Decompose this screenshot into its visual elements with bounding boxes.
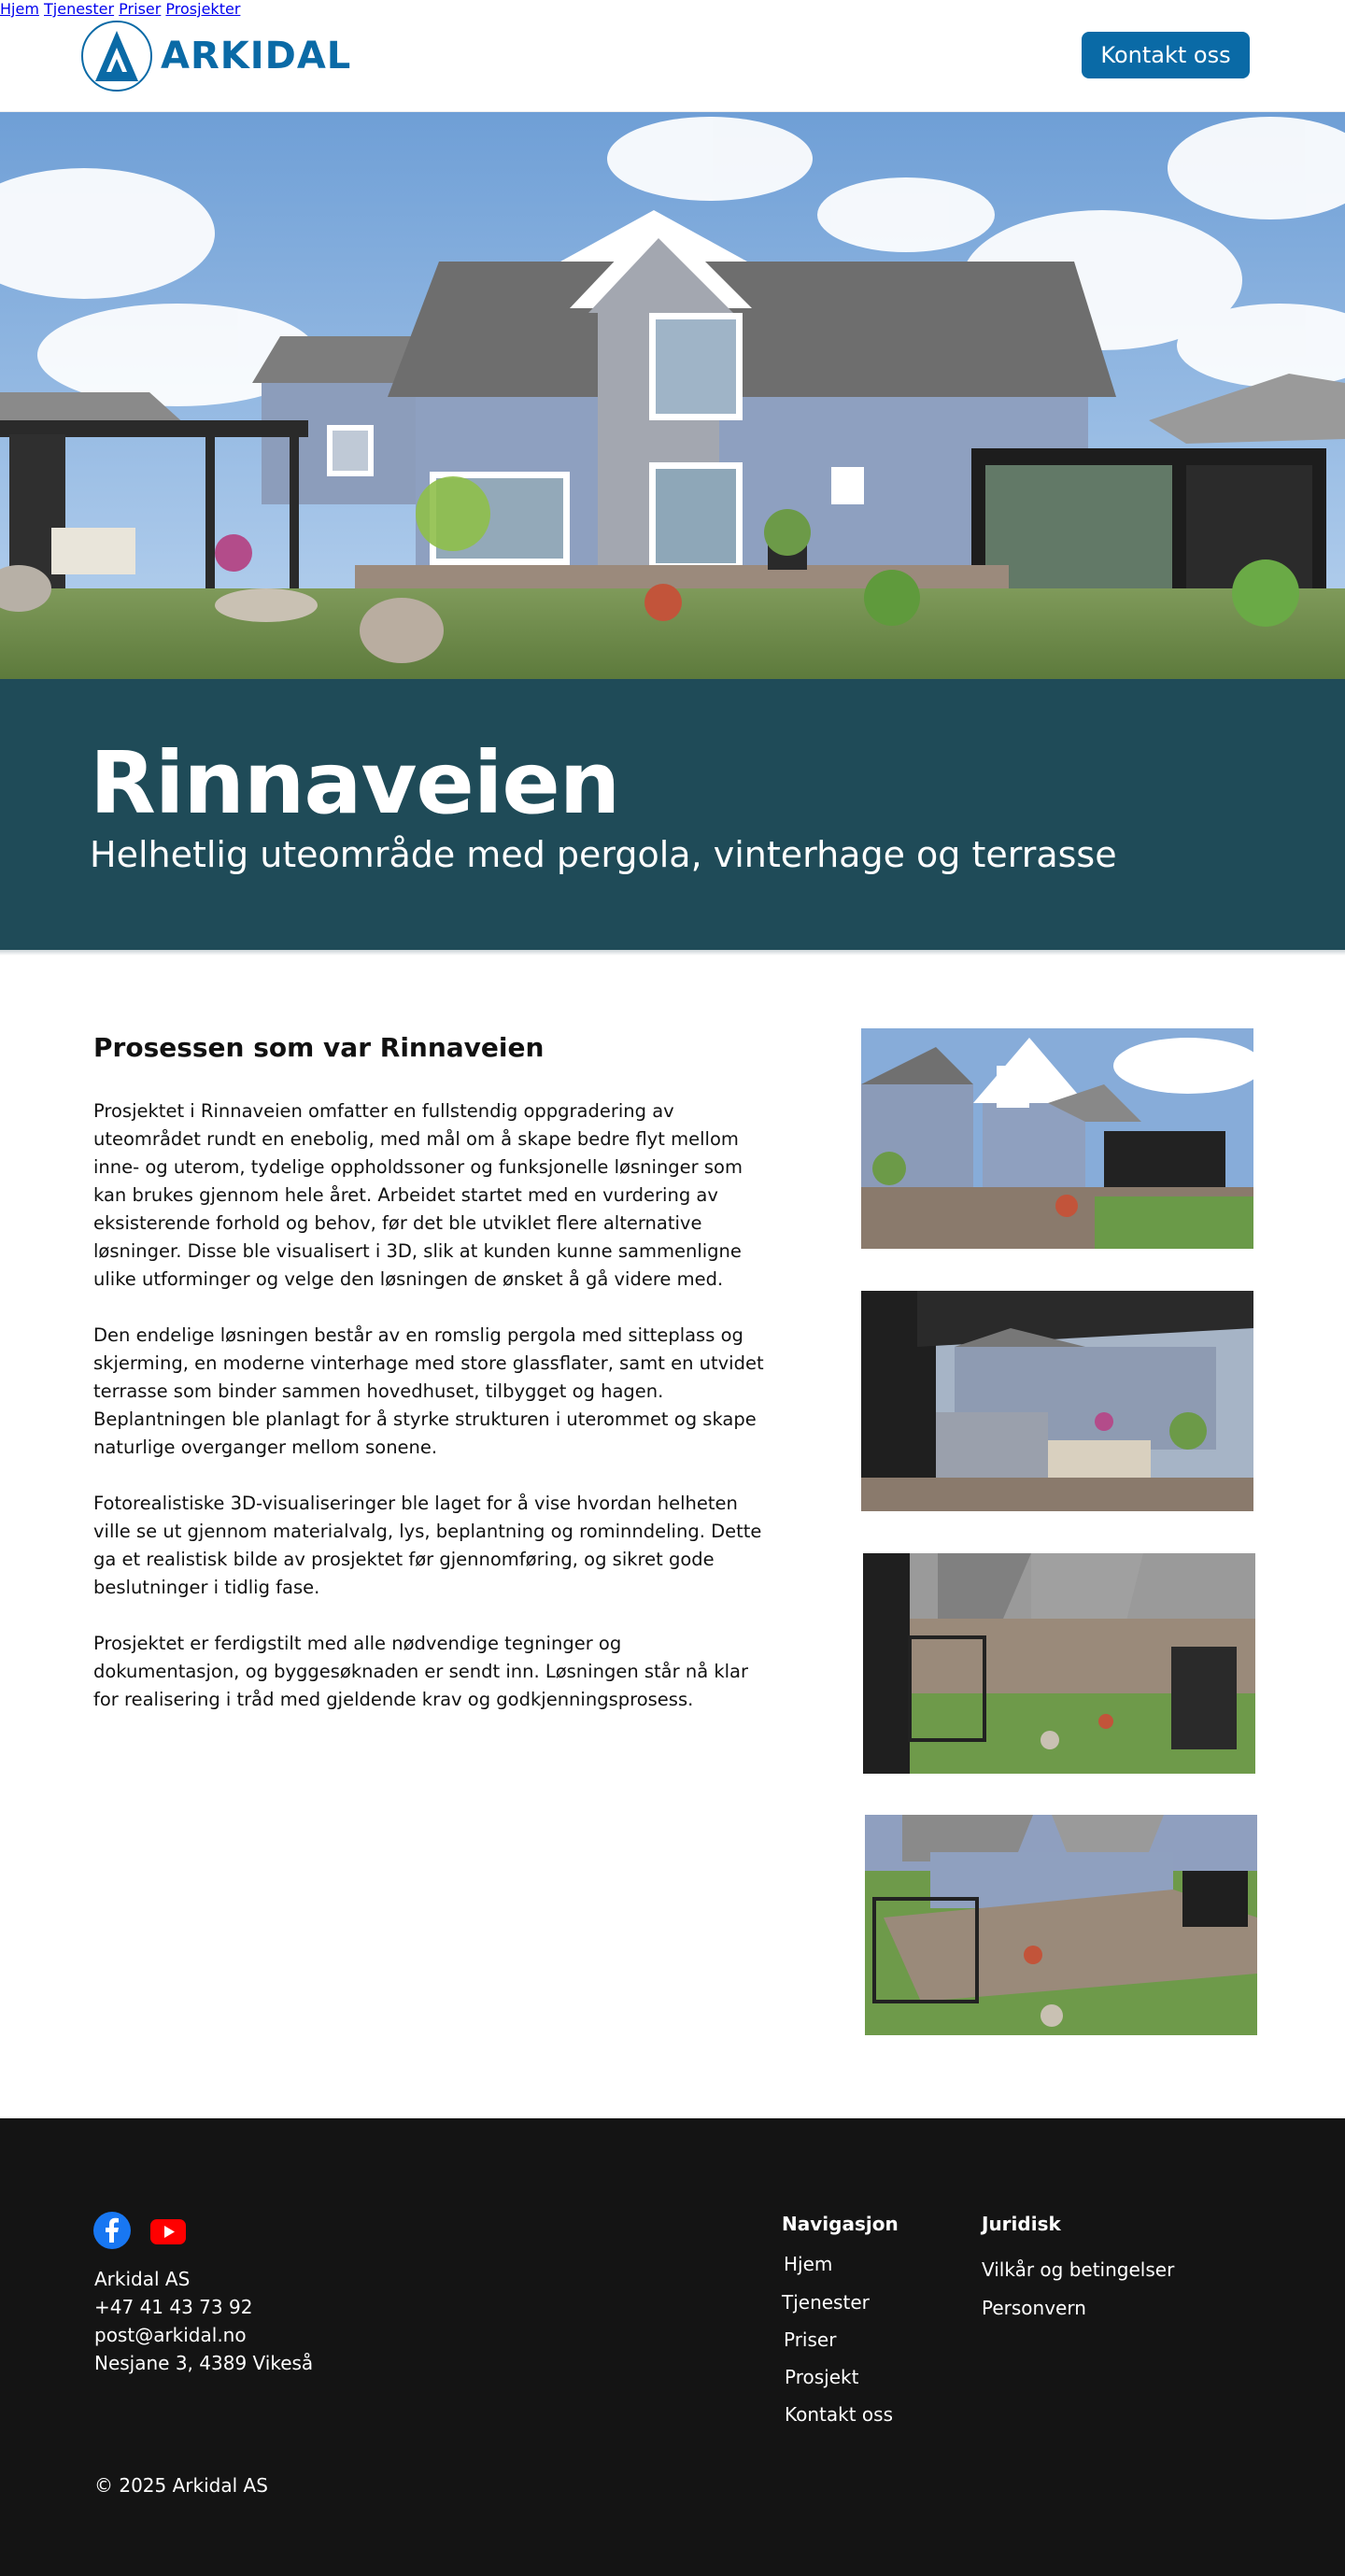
footer-link-terms[interactable]: Vilkår og betingelser [982,2258,1175,2281]
page-subtitle: Helhetlig uteområde med pergola, vinterhage og terrasse [90,834,1117,875]
paragraph-4: Prosjektet er ferdigstilt med alle nødvendige tegninger og dokumentasjon, og byggesøknaden er sendt inn. Løsningen står nå klar for realisering i tråd med gjeldende krav og godkjenningsprosess. [93,1633,749,1710]
footer-link-priser[interactable]: Priser [784,2328,837,2351]
footer-legal-heading: Juridisk [982,2213,1061,2235]
nav-link-priser[interactable]: Priser [119,0,162,18]
contact-button[interactable]: Kontakt oss [1082,32,1250,78]
site-footer [0,2118,1345,2576]
project-thumbnail-4[interactable] [865,1815,1257,2035]
paragraph-1: Prosjektet i Rinnaveien omfatter en fullstendig oppgradering av uteområdet rundt en enebolig, med mål om å skape bedre flyt mellom inne- og uterom, tydelige oppholdssoner og funksjonelle løsninger som kan brukes gjennom hele året. Arbeidet startet med en vurdering av eksisterende forhold og behov, før det ble utviklet flere alternative løsninger. Disse ble visualisert i 3D, slik at kunden kunne sammenligne ulike utforminger og velge den løsningen de ønsket å gå videre med. [93,1100,743,1290]
project-thumbnail-3[interactable] [863,1553,1255,1774]
section-heading: Prosessen som var Rinnaveien [93,1032,545,1063]
footer-nav-heading: Navigasjon [782,2213,899,2235]
hero-band-divider [0,950,1345,955]
footer-link-kontakt[interactable]: Kontakt oss [785,2403,893,2426]
footer-link-tjenester[interactable]: Tjenester [782,2291,870,2314]
footer-link-prosjekt[interactable]: Prosjekt [785,2366,859,2388]
footer-company: Arkidal AS [94,2268,191,2290]
facebook-icon[interactable] [93,2212,131,2249]
paragraph-3: Fotorealistiske 3D-visualiseringer ble laget for å vise hvordan helheten ville se ut gjennom materialvalg, lys, beplantning og rominndeling. Dette ga et realistisk bilde av prosjektet før gjennomføring, og sikret gode beslutninger i tidlig fase. [93,1493,762,1598]
arkidal-logo-icon [80,20,153,92]
footer-phone[interactable]: +47 41 43 73 92 [94,2296,253,2318]
page-title: Rinnaveien [90,733,620,833]
project-thumbnail-1[interactable] [861,1028,1253,1249]
hero-image [0,112,1345,679]
paragraph-2: Den endelige løsningen består av en romslig pergola med sitteplass og skjerming, en moderne vinterhage med store glassflater, samt en utvidet terrasse som binder sammen hovedhuset, tilbygget og hagen. Beplantningen ble planlagt for å styrke strukturen i uterommet og skape naturlige overganger mellom sonene. [93,1324,764,1458]
brand-logo[interactable] [80,20,351,92]
project-thumbnail-2[interactable] [861,1291,1253,1511]
hero-house-illustration [0,112,1345,679]
footer-address: Nesjane 3, 4389 Vikeså [94,2352,314,2374]
footer-link-hjem[interactable]: Hjem [784,2253,833,2275]
footer-copyright: © 2025 Arkidal AS [94,2474,268,2497]
youtube-icon[interactable] [149,2212,187,2249]
footer-email[interactable]: post@arkidal.no [94,2324,247,2346]
site-header [0,0,1345,112]
brand-name: ARKIDAL [161,35,352,78]
footer-link-privacy[interactable]: Personvern [982,2297,1086,2319]
nav-link-tjenester[interactable]: Tjenester [44,0,115,18]
nav-link-prosjekter[interactable]: Prosjekter [165,0,241,18]
nav-link-hjem[interactable]: Hjem [0,0,39,18]
